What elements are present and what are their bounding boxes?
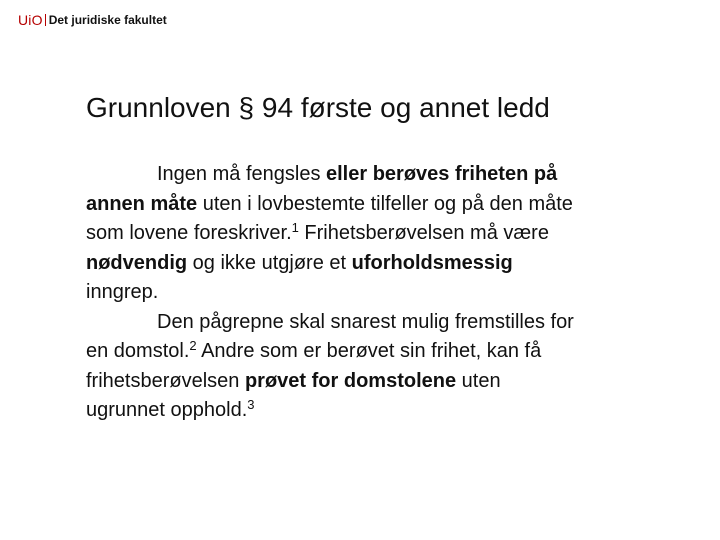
text-segment: frihetsberøvelsen — [86, 369, 245, 392]
emphasis-text: prøvet for domstolene — [244, 369, 457, 392]
text-segment: inngrep. — [86, 281, 159, 303]
text-segment: en domstol. — [86, 340, 190, 362]
text-line — [86, 337, 686, 367]
faculty-name: Det juridiske fakultet — [48, 13, 167, 27]
text-line — [86, 396, 686, 426]
text-line — [86, 278, 686, 308]
text-segment: Andre som er berøvet sin frihet, kan få — [196, 340, 542, 362]
header — [18, 9, 167, 31]
text-segment: Den pågrepne skal snarest mulig fremstilles for — [157, 310, 574, 333]
text-segment: ugrunnet opphold. — [86, 399, 248, 421]
slide-title: Grunnloven § 94 første og annet ledd — [86, 92, 550, 123]
logo-divider — [45, 14, 46, 26]
footnote-ref: 1 — [291, 220, 299, 235]
text-segment: uten — [456, 369, 501, 392]
text-line — [86, 249, 686, 279]
slide-body — [86, 160, 686, 426]
text-line — [86, 160, 686, 190]
emphasis-text: nødvendig — [86, 251, 188, 274]
emphasis-text: annen måte — [86, 192, 198, 215]
uio-logo: UiO — [18, 12, 43, 28]
text-segment: Frihetsberøvelsen må være — [298, 222, 549, 244]
text-line — [86, 308, 686, 338]
text-segment: som lovene foreskriver. — [86, 222, 292, 244]
text-line — [86, 367, 686, 397]
text-line — [86, 190, 686, 220]
emphasis-text: eller berøves friheten på — [326, 163, 558, 185]
text-segment: Ingen må fengsles — [157, 163, 326, 185]
text-segment: og ikke utgjøre et — [187, 251, 352, 274]
footnote-ref: 2 — [189, 338, 197, 353]
text-segment: uten i lovbestemte tilfeller og på den måte — [197, 192, 573, 215]
footnote-ref: 3 — [247, 397, 255, 412]
emphasis-text: uforholdsmessig — [351, 251, 513, 274]
text-line — [86, 219, 686, 249]
